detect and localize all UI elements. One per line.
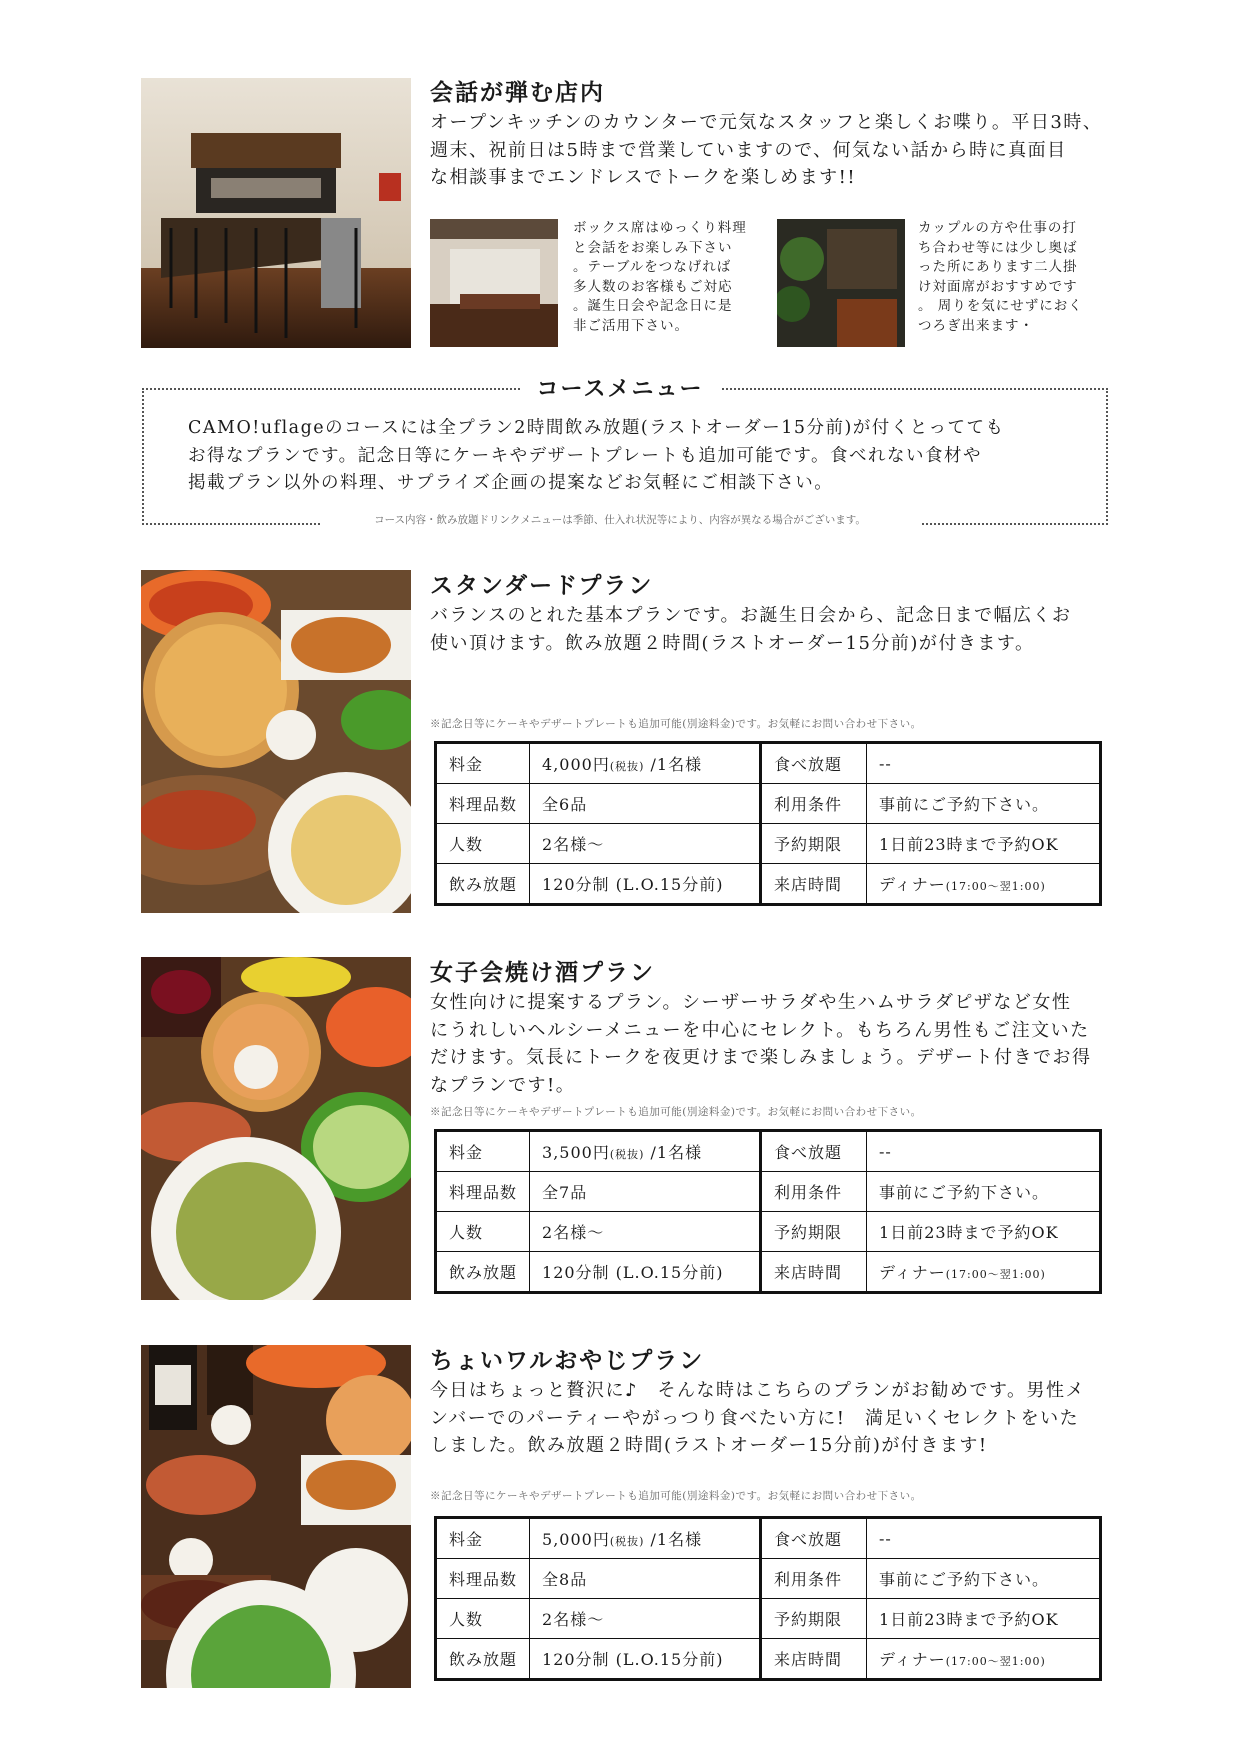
caption-line: 。テーブルをつなげれば: [573, 259, 732, 275]
price-value: [530, 1131, 761, 1172]
dishes-label: 料理品数: [436, 1559, 530, 1599]
plan-line: しました。飲み放題２時間(ラストオーダー15分前)が付きます!: [430, 1435, 988, 1456]
caption-line: 。誕生日会や記念日に是: [573, 298, 733, 314]
choi-waru-plan-title: ちょいワルおやじプラン: [430, 1347, 705, 1374]
plan-line: だけます。気長にトークを夜更けまで楽しみましょう。デザート付きでお得: [430, 1047, 1092, 1068]
plan-line: 女性向けに提案するプラン。シーザーサラダや生ハムサラダピザなど女性: [430, 992, 1072, 1013]
time-main: ディナー: [879, 1650, 946, 1669]
table-row: [436, 743, 1101, 784]
table-row: [436, 1172, 1101, 1212]
girls-party-plan-table: [434, 1129, 1102, 1294]
plan-line: 使い頂けます。飲み放題２時間(ラストオーダー15分前)が付きます。: [430, 632, 1035, 654]
deadline-value: 1日前23時まで予約OK: [867, 1212, 1101, 1252]
caption-line: 多人数のお客様もご対応: [573, 278, 733, 295]
drink-value: 120分制 (L.O.15分前): [530, 864, 761, 905]
course-footnote: コース内容・飲み放題ドリンクメニューは季節、仕入れ状況等により、内容が異なる場合がございます。: [320, 512, 920, 527]
time-value: [867, 1639, 1101, 1680]
dishes-label: 料理品数: [436, 1172, 530, 1212]
intro-line: な相談事までエンドレスでトークを楽しめます!!: [430, 167, 857, 188]
choi-waru-plan-photo: [141, 1345, 411, 1688]
course-menu-description: [188, 415, 1088, 498]
table-row: [436, 864, 1101, 905]
restaurant-interior-photo: [141, 78, 411, 348]
course-line: お得なプランです。記念日等にケーキやデザートプレートも追加可能です。食べれない食材や: [188, 445, 982, 466]
condition-label: 利用条件: [761, 784, 867, 824]
caption-line: 。 周りを気にせずにおく: [918, 298, 1083, 314]
tax-note: (税抜): [609, 1535, 645, 1548]
dishes-value: 全8品: [530, 1559, 761, 1599]
drink-label: 飲み放題: [436, 1252, 530, 1293]
table-row: [436, 1131, 1101, 1172]
drink-label: 飲み放題: [436, 864, 530, 905]
girls-party-plan-photo: [141, 957, 411, 1300]
standard-plan-title: スタンダードプラン: [430, 572, 654, 599]
standard-plan-description: [430, 602, 1115, 657]
deadline-label: 予約期限: [761, 1212, 867, 1252]
time-main: ディナー: [879, 875, 946, 894]
buffet-label: 食べ放題: [761, 1131, 867, 1172]
plan-line: なプランです!。: [430, 1074, 576, 1096]
caption-line: ボックス席はゆっくり料理: [573, 220, 747, 236]
buffet-label: 食べ放題: [761, 1518, 867, 1559]
condition-label: 利用条件: [761, 1172, 867, 1212]
table-row: [436, 824, 1101, 864]
people-value: 2名様〜: [530, 824, 761, 864]
plan-line: ンバーでのパーティーやがっつり食べたい方に! 満足いくセレクトをいた: [430, 1407, 1080, 1429]
table-row: [436, 1639, 1101, 1680]
deadline-label: 予約期限: [761, 1599, 867, 1639]
course-line: 掲載プラン以外の料理、サプライズ企画の提案などお気軽にご相談下さい。: [188, 473, 834, 493]
tax-note: (税抜): [609, 760, 645, 773]
price-amount: 4,000円: [542, 755, 610, 774]
price-value: [530, 743, 761, 784]
deadline-value: 1日前23時まで予約OK: [867, 824, 1101, 864]
plan-line: 今日はちょっと贅沢に♪ そんな時はこちらのプランがお勧めです。男性メ: [430, 1380, 1086, 1401]
price-label: 料金: [436, 1518, 530, 1559]
people-label: 人数: [436, 1212, 530, 1252]
standard-plan-photo: [141, 570, 411, 913]
table-row: [436, 1559, 1101, 1599]
intro-line: オープンキッチンのカウンターで元気なスタッフと楽しくお喋り。平日3時、: [430, 112, 1103, 133]
table-row: [436, 1252, 1101, 1293]
intro-title: 会話が弾む店内: [430, 79, 605, 106]
plan-line: にうれしいヘルシーメニューを中心にセレクト。もちろん男性もご注文いた: [430, 1019, 1090, 1041]
girls-party-plan-note: ※記念日等にケーキやデザートプレートも追加可能(別途料金)です。お気軽にお問い合わせ下さい。: [430, 1106, 922, 1118]
drink-value: 120分制 (L.O.15分前): [530, 1252, 761, 1293]
plan-line: バランスのとれた基本プランです。お誕生日会から、記念日まで幅広くお: [430, 605, 1072, 626]
caption-line: つろぎ出来ます・: [918, 317, 1034, 334]
intro-line: 週末、祝前日は5時まで営業していますので、何気ない話から時に真面目: [430, 139, 1067, 161]
people-value: 2名様〜: [530, 1212, 761, 1252]
buffet-label: 食べ放題: [761, 743, 867, 784]
table-row: [436, 1518, 1101, 1559]
caption-line: と会話をお楽しみ下さい: [573, 239, 733, 256]
course-line: CAMO!uflageのコースには全プラン2時間飲み放題(ラストオーダー15分前)が付くとってても: [188, 418, 1005, 438]
couple-seat-caption: [918, 219, 1113, 336]
price-amount: 5,000円: [542, 1530, 610, 1549]
table-row: [436, 1599, 1101, 1639]
deadline-label: 予約期限: [761, 824, 867, 864]
price-amount: 3,500円: [542, 1143, 610, 1162]
couple-seat-photo: [777, 219, 905, 347]
caption-line: ち合わせ等には少し奥ば: [918, 239, 1078, 256]
condition-value: 事前にご予約下さい。: [867, 1559, 1101, 1599]
caption-line: 非ご活用下さい。: [573, 317, 689, 334]
girls-party-plan-title: 女子会焼け酒プラン: [430, 959, 655, 986]
people-label: 人数: [436, 824, 530, 864]
condition-label: 利用条件: [761, 1559, 867, 1599]
course-menu-title: コースメニュー: [520, 372, 720, 403]
per-person: /1名様: [650, 755, 703, 774]
intro-description: [430, 109, 1110, 192]
standard-plan-note: ※記念日等にケーキやデザートプレートも追加可能(別途料金)です。お気軽にお問い合わせ下さい。: [430, 718, 922, 730]
caption-line: った所にあります二人掛: [918, 259, 1078, 275]
condition-value: 事前にご予約下さい。: [867, 784, 1101, 824]
time-hours: (17:00〜翌1:00): [945, 1655, 1046, 1668]
table-row: [436, 784, 1101, 824]
buffet-value: --: [867, 743, 1101, 784]
girls-party-plan-description: [430, 989, 1115, 1099]
standard-plan-table: [434, 741, 1102, 906]
price-label: 料金: [436, 743, 530, 784]
time-value: [867, 1252, 1101, 1293]
per-person: /1名様: [650, 1530, 703, 1549]
people-value: 2名様〜: [530, 1599, 761, 1639]
price-label: 料金: [436, 1131, 530, 1172]
time-hours: (17:00〜翌1:00): [945, 880, 1046, 893]
time-label: 来店時間: [761, 1639, 867, 1680]
per-person: /1名様: [650, 1143, 703, 1162]
time-label: 来店時間: [761, 864, 867, 905]
dishes-value: 全6品: [530, 784, 761, 824]
buffet-value: --: [867, 1131, 1101, 1172]
deadline-value: 1日前23時まで予約OK: [867, 1599, 1101, 1639]
condition-value: 事前にご予約下さい。: [867, 1172, 1101, 1212]
caption-line: カップルの方や仕事の打: [918, 220, 1077, 236]
dishes-value: 全7品: [530, 1172, 761, 1212]
box-seat-caption: [573, 219, 763, 336]
choi-waru-plan-table: [434, 1516, 1102, 1681]
buffet-value: --: [867, 1518, 1101, 1559]
caption-line: け対面席がおすすめです: [918, 278, 1078, 295]
choi-waru-plan-note: ※記念日等にケーキやデザートプレートも追加可能(別途料金)です。お気軽にお問い合わせ下さい。: [430, 1490, 922, 1502]
time-value: [867, 864, 1101, 905]
price-value: [530, 1518, 761, 1559]
people-label: 人数: [436, 1599, 530, 1639]
time-hours: (17:00〜翌1:00): [945, 1268, 1046, 1281]
choi-waru-plan-description: [430, 1377, 1115, 1460]
drink-value: 120分制 (L.O.15分前): [530, 1639, 761, 1680]
box-seat-photo: [430, 219, 558, 347]
time-label: 来店時間: [761, 1252, 867, 1293]
time-main: ディナー: [879, 1263, 946, 1282]
drink-label: 飲み放題: [436, 1639, 530, 1680]
dishes-label: 料理品数: [436, 784, 530, 824]
table-row: [436, 1212, 1101, 1252]
tax-note: (税抜): [609, 1148, 645, 1161]
